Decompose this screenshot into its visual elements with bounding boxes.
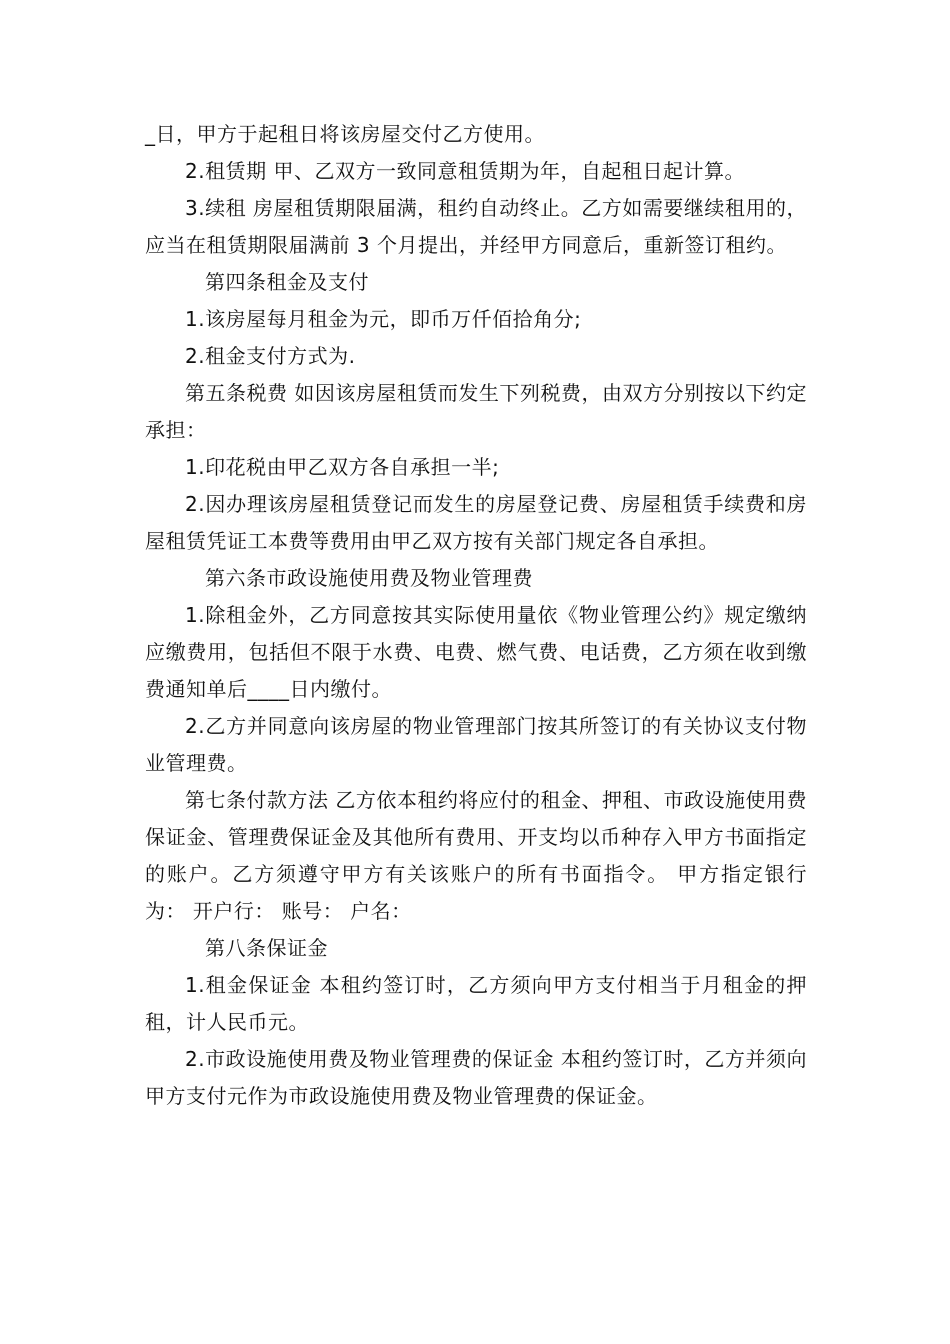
paragraph-delivery-date: _日，甲方于起租日将该房屋交付乙方使用。 (145, 122, 545, 146)
paragraph-article-5-taxes: 第五条税费 如因该房屋租赁而发生下列税费，由双方分别按以下约定承担： (145, 381, 807, 442)
paragraph-stamp-tax: 1.印花税由甲乙双方各自承担一半; (185, 455, 500, 479)
paragraph-monthly-rent: 1.该房屋每月租金为元，即币万仟佰拾角分; (185, 307, 582, 331)
document-body (145, 116, 807, 1115)
paragraph-payment-method: 2.租金支付方式为. (185, 344, 356, 368)
heading-article-8: 第八条保证金 (205, 936, 328, 960)
paragraph-rent-deposit: 1.租金保证金 本租约签订时，乙方须向甲方支付相当于月租金的押租，计人民币元。 (145, 973, 807, 1034)
paragraph-utility-deposit: 2.市政设施使用费及物业管理费的保证金 本租约签订时，乙方并须向甲方支付元作为市政设施使用费及物业管理费的保证金。 (145, 1047, 807, 1108)
heading-article-6: 第六条市政设施使用费及物业管理费 (205, 566, 533, 590)
paragraph-property-management-fee: 2.乙方并同意向该房屋的物业管理部门按其所签订的有关协议支付物业管理费。 (145, 714, 807, 775)
paragraph-lease-term: 2.租赁期 甲、乙双方一致同意租赁期为年，自起租日起计算。 (185, 159, 745, 183)
paragraph-utility-fees: 1.除租金外，乙方同意按其实际使用量依《物业管理公约》规定缴纳应缴费用，包括但不限于水费、电费、燃气费、电话费，乙方须在收到缴费通知单后____日内缴付。 (145, 603, 807, 701)
heading-article-4: 第四条租金及支付 (205, 270, 369, 294)
paragraph-article-7-payment: 第七条付款方法 乙方依本租约将应付的租金、押租、市政设施使用费保证金、管理费保证金及其他所有费用、开支均以币种存入甲方书面指定的账户。乙方须遵守甲方有关该账户的所有书面指令。 甲方指定银行为： 开户行： 账号： 户名： (145, 788, 807, 923)
paragraph-renewal: 3.续租 房屋租赁期限届满，租约自动终止。乙方如需要继续租用的，应当在租赁期限届满前 3 个月提出，并经甲方同意后，重新签订租约。 (145, 196, 807, 257)
paragraph-registration-fees: 2.因办理该房屋租赁登记而发生的房屋登记费、房屋租赁手续费和房屋租赁凭证工本费等费用由甲乙双方按有关部门规定各自承担。 (145, 492, 807, 553)
